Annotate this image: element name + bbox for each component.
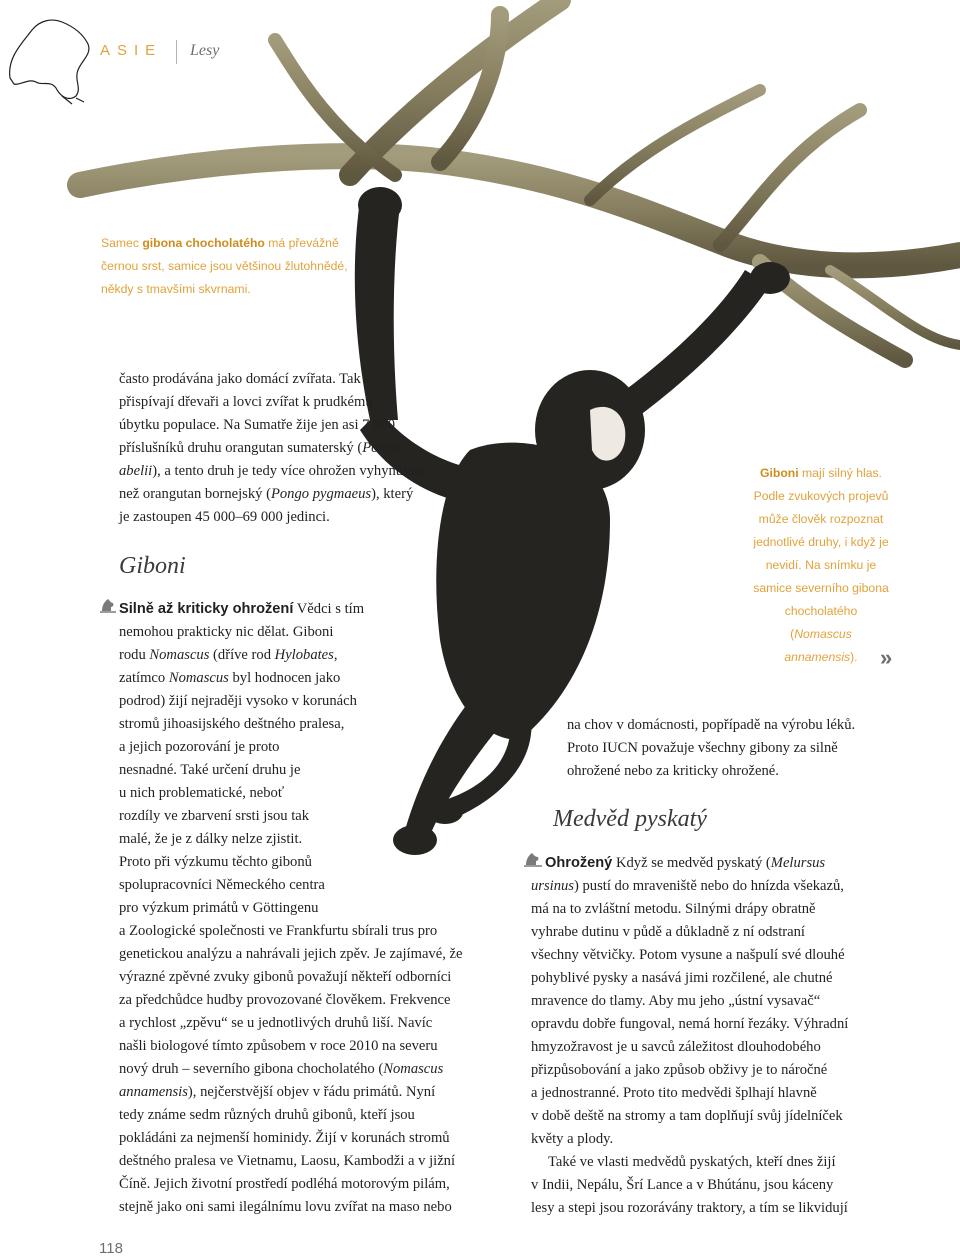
photo-caption-right: Giboni mají silný hlas. Podle zvukových projevů může člověk rozpoznat jednotlivé druhy, i když je nevidí. Na snímku je samice severního gibona chocholatého (Nomascus annamensis). <box>753 466 889 664</box>
text-line: úbytku populace. Na Sumatře žije jen asi 7 000 <box>119 417 395 433</box>
endangered-status-icon <box>99 596 117 614</box>
text-line: Číně. Jejich životní prostředí podléhá motorovým pilám, <box>119 1176 450 1192</box>
text-line: přizpůsobování a jako způsob obživy je to náročné <box>531 1062 828 1078</box>
section-label: Lesy <box>190 42 220 59</box>
text-line: příslušníků druhu orangutan sumaterský (Pongo <box>119 440 401 456</box>
endangered-status-icon <box>523 850 543 868</box>
text-line: květy a plody. <box>531 1131 614 1147</box>
text-line: má na to zvláštní metodu. Silnými drápy obratně <box>531 901 816 917</box>
text-line: na chov v domácnosti, popřípadě na výrobu léků. <box>567 717 856 733</box>
text-line: zatímco Nomascus byl hodnocen jako <box>119 670 341 686</box>
heading-medved-pyskaty: Medvěd pyskatý <box>553 806 707 832</box>
header-divider <box>176 40 177 64</box>
text-line: abelii), a tento druh je tedy více ohrožen vyhynutím <box>119 463 423 479</box>
text-line: pro výzkum primátů v Göttingenu <box>119 900 319 916</box>
asia-map-icon <box>2 8 94 108</box>
caption-arrow-icon: » <box>880 645 893 670</box>
page-number: 118 <box>99 1240 123 1257</box>
text-line: a jejich pozorování je proto <box>119 739 280 755</box>
text-line: v době deště na stromy a tam doplňují svůj jídelníček <box>531 1108 843 1124</box>
text-line: všechny větvičky. Potom vysune a našpulí své dlouhé <box>531 947 845 963</box>
text-line: stejně jako oni sami ilegálnímu lovu zvířat na maso nebo <box>119 1199 452 1215</box>
text-line: než orangutan bornejský (Pongo pygmaeus), který <box>119 486 414 502</box>
text-line: nesnadné. Také určení druhu je <box>119 762 301 778</box>
text-line: annamensis), nejčerstvější objev v řádu primátů. Nyní <box>119 1084 436 1100</box>
text-line: Proto při výzkumu těchto gibonů <box>119 854 312 870</box>
text-line: a Zoologické společnosti ve Frankfurtu sbírali trus pro <box>119 923 438 939</box>
text-line: je zastoupen 45 000–69 000 jedinci. <box>119 509 330 525</box>
status-label: Ohrožený <box>545 855 613 871</box>
text-line: opravdu dobře fungoval, nemá horní řezáky. Výhradní <box>531 1016 849 1032</box>
text-line: tedy známe sedm různých druhů gibonů, kteří jsou <box>119 1107 415 1123</box>
text-line: Ohrožený Když se medvěd pyskatý (Melursus <box>545 855 826 871</box>
text-line: nový druh – severního gibona chocholatého (Nomascus <box>119 1061 444 1077</box>
photo-caption-left: Samec gibona chocholatého má převážně černou srst, samice jsou většinou žlutohnědé, někdy s tmavšími skvrnami. <box>101 236 348 296</box>
text-line: Silně až kriticky ohrožení Vědci s tím <box>119 601 365 617</box>
text-line: za předchůdce hudby provozované člověkem. Frekvence <box>119 992 451 1008</box>
text-line: genetickou analýzu a nahrávali jejich zpěv. Je zajímavé, že <box>119 946 463 962</box>
text-line: a jednostranné. Proto tito medvědi šplhají hlavně <box>531 1085 817 1101</box>
text-line: stromů jihoasijského deštného pralesa, <box>119 716 345 732</box>
text-line: rozdíly ve zbarvení srsti jsou tak <box>119 808 310 824</box>
text-line: přispívají dřevaři a lovci zvířat k prudkému <box>119 394 373 410</box>
text-line: deštného pralesa ve Vietnamu, Laosu, Kambodži a v jižní <box>119 1153 456 1169</box>
text-line: pohyblivé pysky a nasává jimi rozčilené, ale chutné <box>531 970 833 986</box>
text-line: ohrožené nebo za kriticky ohrožené. <box>567 763 779 779</box>
text-line: Proto IUCN považuje všechny gibony za silně <box>567 740 838 756</box>
status-label: Silně až kriticky ohrožení <box>119 601 294 617</box>
text-line: v Indii, Nepálu, Šrí Lance a v Bhútánu, jsou káceny <box>531 1177 834 1193</box>
text-line: rodu Nomascus (dříve rod Hylobates, <box>119 647 338 663</box>
text-line: malé, že je z dálky nelze zjistit. <box>119 831 303 847</box>
text-line: vyhrabe dutinu v půdě a důkladně z ní odstraní <box>531 924 805 940</box>
text-line: nemohou prakticky nic dělat. Giboni <box>119 624 334 640</box>
text-line: Také ve vlasti medvědů pyskatých, kteří dnes žijí <box>548 1154 836 1170</box>
region-label: ASIE <box>100 42 163 59</box>
text-line: ursinus) pustí do mraveniště nebo do hnízda všekazů, <box>531 878 844 894</box>
text-line: pokládáni za nejmenší hominidy. Žijí v korunách stromů <box>119 1130 450 1146</box>
text-line: a rychlost „zpěvu“ se u jednotlivých druhů liší. Navíc <box>119 1015 433 1031</box>
text-line: často prodávána jako domácí zvířata. Tak <box>119 371 361 387</box>
text-line: podrod) žijí nejraději vysoko v korunách <box>119 693 357 709</box>
text-line: výrazné zpěvné zvuky gibonů považují někteří odborníci <box>119 969 452 985</box>
text-line: spolupracovníci Německého centra <box>119 877 325 893</box>
text-line: lesy a stepi jsou rozorávány traktory, a tím se likvidují <box>531 1200 848 1216</box>
text-line: našli biologové tímto způsobem v roce 2010 na severu <box>119 1038 438 1054</box>
heading-giboni: Giboni <box>119 553 186 579</box>
text-line: mravence do tlamy. Aby mu jeho „ústní vysavač“ <box>531 993 821 1009</box>
text-line: u nich problematické, neboť <box>119 785 285 801</box>
text-line: hmyzožravost je u savců záležitost dlouhodobého <box>531 1039 821 1055</box>
